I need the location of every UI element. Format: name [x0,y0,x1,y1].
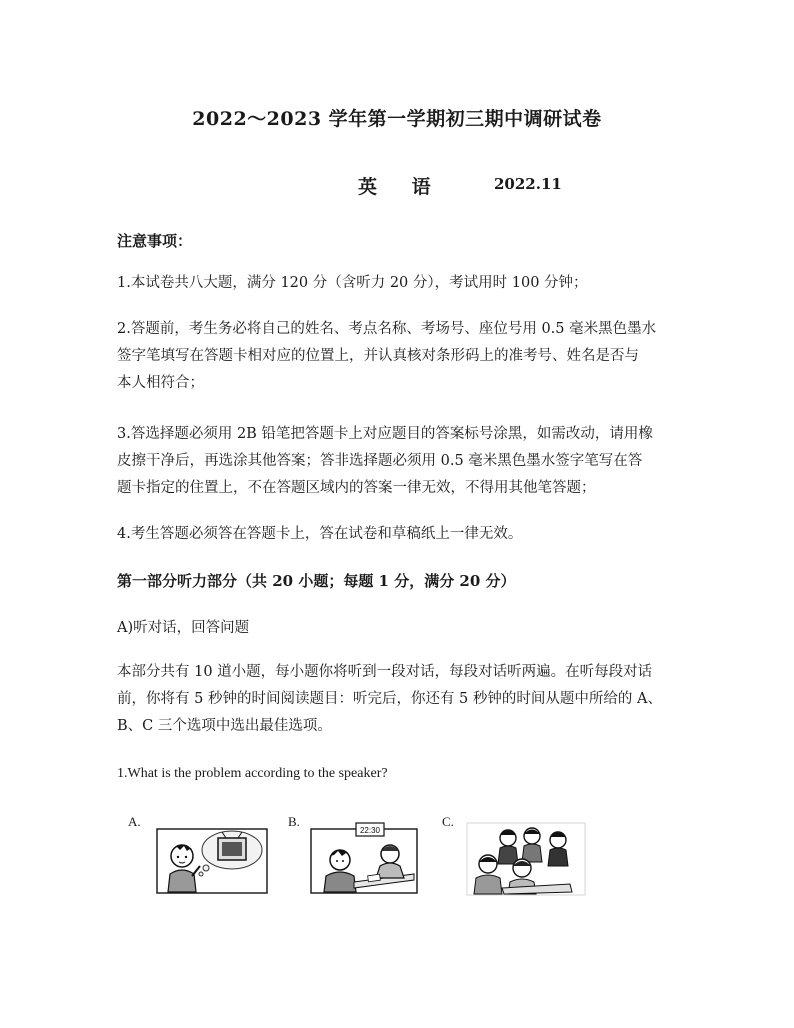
notice-item-3-line-3: 题卡指定的住置上，不在答题区域内的答案一律无效，不得用其他笔答题； [117,480,596,496]
clock-text: 22:30 [359,826,381,835]
students-group-icon [466,822,586,900]
option-a-label: A. [128,814,141,829]
exam-date: 2022.11 [494,175,562,193]
instructions-line-2: 前，你将有 5 秒钟的时间阅读题目：听完后，你还有 5 秒钟的时间从题中所给的 A、 [117,691,662,707]
part1-heading: 第一部分听力部分（共 20 小题；每题 1 分，满分 20 分） [117,572,516,590]
section-a-title: A)听对话，回答问题 [117,620,250,636]
instructions-line-3: B、C 三个选项中选出最佳选项。 [117,718,332,734]
boy-studying-late-clock-icon [310,822,418,898]
notice-item-2-line-1: 2.答题前，考生务必将自己的姓名、考点名称、考场号、座位号用 0.5 毫米黑色墨水 [117,321,657,337]
notice-item-3-line-1: 3.答选择题必须用 2B 铅笔把答题卡上对应题目的答案标号涂黑，如需改动，请用橡 [117,426,653,442]
option-c-label: C. [442,814,454,829]
exam-title: 2022～2023 学年第一学期初三期中调研试卷 [192,108,602,130]
instructions-line-1: 本部分共有 10 道小题，每小题你将听到一段对话，每段对话听两遍。在听每段对话 [117,664,653,680]
option-b-label: B. [288,814,300,829]
notice-item-4: 4.考生答题必须答在答题卡上，答在试卷和草稿纸上一律无效。 [117,526,523,542]
question-1-text: 1.What is the problem according to the speaker? [117,766,388,781]
notice-heading: 注意事项： [117,232,193,250]
notice-item-2-line-3: 本人相符合； [117,375,204,391]
notice-item-3-line-2: 皮擦干净后，再选涂其他答案；答非选择题必须用 0.5 毫米黑色墨水签字笔写在答 [117,453,643,469]
notice-item-2-line-2: 签字笔填写在答题卡相对应的位置上，并认真核对条形码上的准考号、姓名是否与 [117,348,639,364]
exam-subject: 英 语 [358,176,445,198]
boy-thinking-of-tv-icon [156,828,268,898]
notice-item-1: 1.本试卷共八大题，满分 120 分（含听力 20 分），考试用时 100 分钟； [117,275,588,291]
question-1-options [116,810,596,900]
